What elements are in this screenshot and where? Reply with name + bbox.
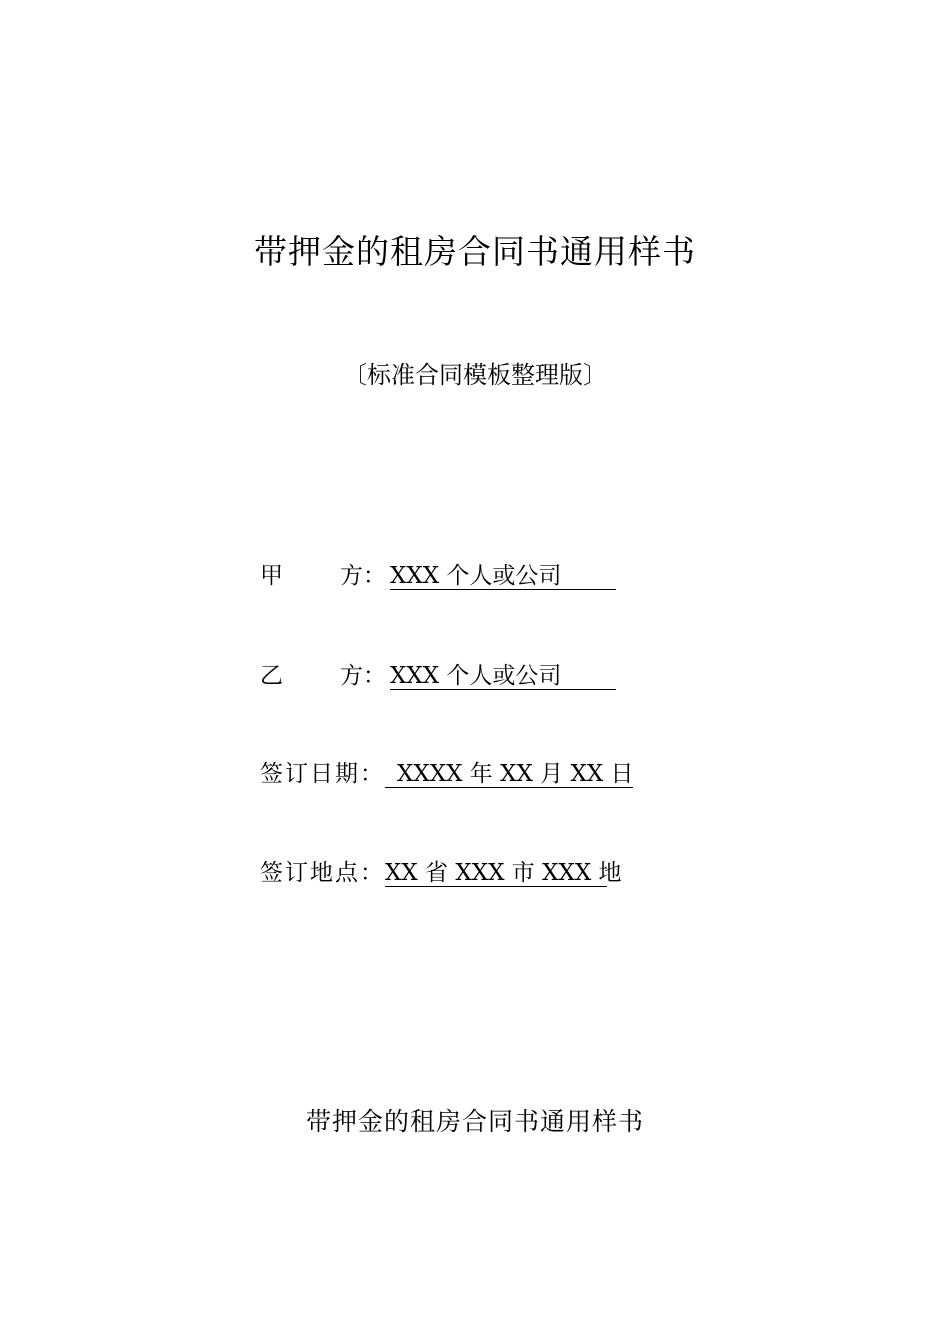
sign-place-label: 签订地点： (260, 860, 385, 886)
party-a-label-first: 甲 (260, 563, 283, 589)
sign-date-value-text: XXXX 年 XX 月 XX 日 (397, 761, 634, 787)
party-b-value: XXX 个人或公司 (390, 663, 616, 690)
sign-date-label: 签订日期： (260, 761, 385, 787)
document-title: 带押金的租房合同书通用样书 (254, 232, 696, 271)
section-title: 带押金的租房合同书通用样书 (305, 1107, 644, 1136)
sign-place-value: XX 省 XXX 市 XXX 地 (385, 860, 622, 886)
party-b-label-second: 方： (340, 663, 386, 689)
party-a-field (260, 560, 616, 592)
party-b-field (260, 660, 616, 692)
document-subtitle: 〔标准合同模板整理版〕 (343, 361, 607, 389)
sign-place-field (260, 857, 622, 889)
sign-date-field (260, 758, 633, 790)
party-b-label (260, 660, 390, 692)
party-a-label (260, 560, 390, 592)
sign-date-value (385, 761, 633, 788)
party-a-value: XXX 个人或公司 (390, 563, 616, 590)
party-a-label-second: 方： (340, 563, 386, 589)
party-b-label-first: 乙 (260, 663, 283, 689)
